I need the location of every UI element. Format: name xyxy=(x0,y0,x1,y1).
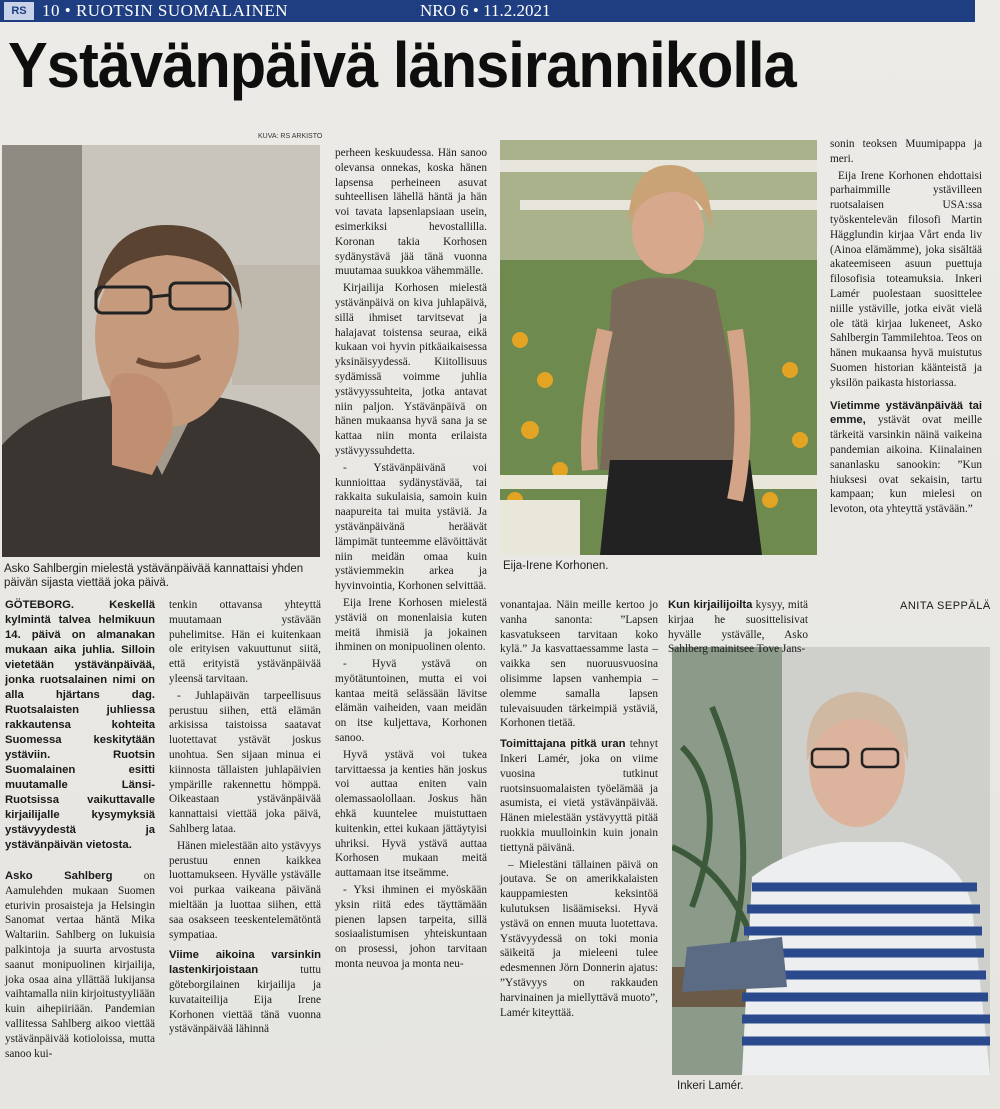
portrait-man-illustration xyxy=(2,145,320,557)
photo-inkeri-lamer xyxy=(672,647,990,1075)
col2-p2: - Juhlapäivän tarpeellisuus perustuu siihen, että elämän arkisissa taistoissa saatavat luotettavat ystävät joskus unohtua. Sen sijaan minua ei kiinnosta tällaisten juhlapäivien ympärille rakennettu hömppä. Oikeastaan ystävänpäivää kannattaisi viettää joka päivä, Sahlberg lataa. xyxy=(169,689,321,835)
col2-p1: tenkin ottavansa yhteyttä muutamaan ystävään puhelimitse. Hän ei kuitenkaan ole erityisen vakuuttunut siitä, että erityistä ystävänpäivää yleensä tarvitaan. xyxy=(169,599,321,685)
caption-inkeri: Inkeri Lamér. xyxy=(677,1080,744,1092)
caption-eija: Eija-Irene Korhonen. xyxy=(503,560,609,572)
section-header-band xyxy=(0,0,975,22)
col3-p7: - Yksi ihminen ei myöskään yksin riitä edes täyttämään pienen lapsen tarpeita, sillä sosiaalistumisen yhteiskuntaan on prosessi, johon tarvitaan monta neuvoa ja monta neu- xyxy=(335,884,487,971)
photo-eija-irene-korhonen xyxy=(500,140,817,555)
col3-p3: - Ystävänpäivänä voi kunnioittaa sydänystävää, tai rakkaita sukulaisia, samoin kuin naapureita tai muita ystäviä. Ja ystävänpäivänä heräävät lämpimät tunteemme elävöittävät niin meidän omaa kuin ystäviemmekin arkea ja hyvinvointia, Korhonen selvittää. xyxy=(335,461,487,593)
col3-p2: Kirjailija Korhosen mielestä ystävänpäivä on kiva juhlapäivä, sillä ihmiset tarvitsevat ja halajavat toistensa seuraa, eikä kukaan voi hyvin pitkäaikaisessa yksinäisyydessä. Kiitollisuus sydämissä voimme juhlia ystävyyssuhteita, jotka antavat niin paljon. Ystävänpäivä on hänen mukaansa hyvä sana ja se kattaa niin monta erilaista ystävyyssuhdetta. xyxy=(335,282,487,457)
col3-p5: - Hyvä ystävä on myötätuntoinen, mutta ei voi kantaa meitä selässään lävitse elämän vaiheiden, vaan meidän on itse kuljettava, Korhonen sanoo. xyxy=(335,658,487,745)
col4b-text: kysyy, mitä kirjaa he suosittelisivat hyvälle ystävälle, Asko Sahlberg mainitsee Tove Jans- xyxy=(668,599,808,656)
col4-p3: – Mielestäni tällainen päivä on joutava. Se on amerikkalaisten kauppamiesten keksintöä kulutuksen lisäämiseksi. Hyvä ystävä on ennen muuta luotettava. Ystävyydessä on toki monia säikeitä ja mieleeni tulee edesmennen Jörn Donnerin ajatus: ”Ystävyys on rakkauden harvinainen ja miellyttävä muoto”, Lamér kiteyttää. xyxy=(500,858,658,1019)
photo-credit: KUVA: RS ARKISTO xyxy=(258,133,323,140)
caption-asko: Asko Sahlbergin mielestä ystävänpäivää kannattaisi yhden päivän sijasta viettää joka päivä. xyxy=(4,563,304,589)
portrait-woman-speaking-illustration xyxy=(672,647,990,1075)
col1-text: on Aamulehden mukaan Suomen eturivin prosaisteja ja Helsingin Sanomat vertaa häntä Mika Waltariin. Sahlberg on lukuisia palkintoja ja suurta arvostusta saanut monipuolinen kirjailija, joka osaa aina yllättää lukijansa vaihtamalla niin kirjoitustyyliään kuin aihepiiriään. Pandemian vallitessa Sahlberg aikoo viettää ystävänpäivää kotioloissa, mutta sanoo kui- xyxy=(5,870,155,1060)
photo-asko-sahlberg xyxy=(2,145,320,557)
issue-date: NRO 6 • 11.2.2021 xyxy=(420,1,551,20)
headline: Ystävänpäivä länsirannikolla xyxy=(8,29,796,101)
col3-p1: perheen keskuudessa. Hän sanoo olevansa onnekas, koska hänen lapsensa perheineen asuvat suhteellisen lähellä häntä ja hän voi tavata lapsenlapsiaan usein, esimerkiksi hevostallilla. Koronan takia Korhosen sydänystävä jää tänä vuonna muutamaa suukkoa vähemmälle. xyxy=(335,147,487,278)
publication-logo: RS xyxy=(4,2,34,20)
portrait-woman-garden-illustration xyxy=(500,140,817,555)
col2-subhead: Viime aikoina varsinkin lastenkirjoistaan xyxy=(169,949,321,977)
col2-p3: Hänen mielestään aito ystävyys perustuu ennen kaikkea luottamukseen. Hyvälle ystävälle voi purkaa vaikeana päivänä mieltään ja luottaa siihen, että saa osakseen teeskentelemätöntä sympatiaa. xyxy=(169,839,321,941)
col4-p1: vonantajaa. Näin meille kertoo jo vanha sanonta: ”Lapsen kasvatukseen tarvitaan koko kylä.” Ja kasvattaessamme lasta – vaikka sen nuoruusvuosina olisimme lapsen vanhempia – olemme samalla lapsen tulevaisuuden tärkeimpiä ystäviä, Korhonen tietää. xyxy=(500,599,658,730)
lead-paragraph: GÖTEBORG. Keskellä kylmintä talvea helmikuun 14. päivä on almanakan mukaan aika juhlia. Silloin vietetään ystävänpäivää, jonka ruotsalainen nimi on alla hjärtans dag. Ruotsalaisten juhliessa rakkautensa kohteita Suomessa keskitytään ystäviin. Ruotsin Suomalainen esitti muutamalle Länsi-Ruotsissa vaikuttavalle kirjailijalle kysymyksiä ystävyydestä ja ystävänpäivän vietosta. xyxy=(5,599,155,851)
article-column-4 xyxy=(500,598,658,1022)
article-column-2 xyxy=(169,598,321,1039)
article-column-1 xyxy=(5,869,155,1063)
col5-p2: Eija Irene Korhonen ehdottaisi parhaimmille ystävilleen ruotsalaisen USA:ssa työskentelevän filosofi Martin Hägglundin kirjaa Vårt enda liv (Ainoa elämämme), joka sisältää akateemiseen asuun puettuja filosofisia toteamuksia. Inkeri Lamér puolestaan suosittelee niille ystäville, jotka eivät vielä ole tätä kirjaa lukeneet, Asko Sahlbergin Tammilehtoa. Teos on hänen mukaansa hyvä muistutus Suomen historian käänteistä ja yksilön paikasta historiassa. xyxy=(830,169,982,389)
article-column-5 xyxy=(830,137,982,519)
col5-subhead: Vietimme ystävänpäivää tai emme, xyxy=(830,399,982,427)
col4b-subhead: Kun kirjailijoilta xyxy=(668,599,753,611)
col5-p3: ystävät ovat meille tärkeitä varsinkin näinä vaikeina pandemian aikoina. Kiinalainen sananlasku sanookin: ”Kun hiuksesi ovat sekaisin, tartu kampaan; kun mielesi on levoton, ota yhteyttä ystävään.” xyxy=(830,414,982,516)
col4-subhead: Toimittajana pitkä uran xyxy=(500,738,626,751)
col2-p4: tuttu göteborgilainen kirjailija ja kuvataiteilija Eija Irene Korhonen viettää tänä vuonna ystävänpäivää lähinnä xyxy=(169,964,321,1036)
asko-name: Asko Sahlberg xyxy=(5,870,113,882)
article-column-3 xyxy=(335,146,487,974)
article-column-4b xyxy=(668,598,808,659)
col3-p4: Eija Irene Korhosen mielestä ystäviä on monenlaisia kuten meitä ihmisiä ja jokainen ihminen on monipuolinen olento. xyxy=(335,596,487,654)
col3-p6: Hyvä ystävä voi tukea tarvittaessa ja kenties hän joskus voi auttaa eniten vain olemassaolollaan. Joskus hän ehkä kuuntelee muistuttaen kuitenkin, ettei kukaan jättäytyisi uhriksi. Hyvä ystävä auttaa Korhosen mukaan meitä auttamaan itse itseämme. xyxy=(335,748,487,880)
section-title: 10 • RUOTSIN SUOMALAINEN xyxy=(42,1,289,20)
author-signature: ANITA SEPPÄLÄ xyxy=(900,600,991,612)
col4-p2: tehnyt Inkeri Lamér, joka on viime vuosina tutkinut ruotsinsuomalaisten työelämää ja asumista, ei vietä ystävänpäivää. Hänen mielestään ystävyyttä pitää ruokkia muulloinkin kuin jonain tiettynä päivänä. xyxy=(500,738,658,854)
col5-p1: sonin teoksen Muumipappa ja meri. xyxy=(830,138,982,165)
